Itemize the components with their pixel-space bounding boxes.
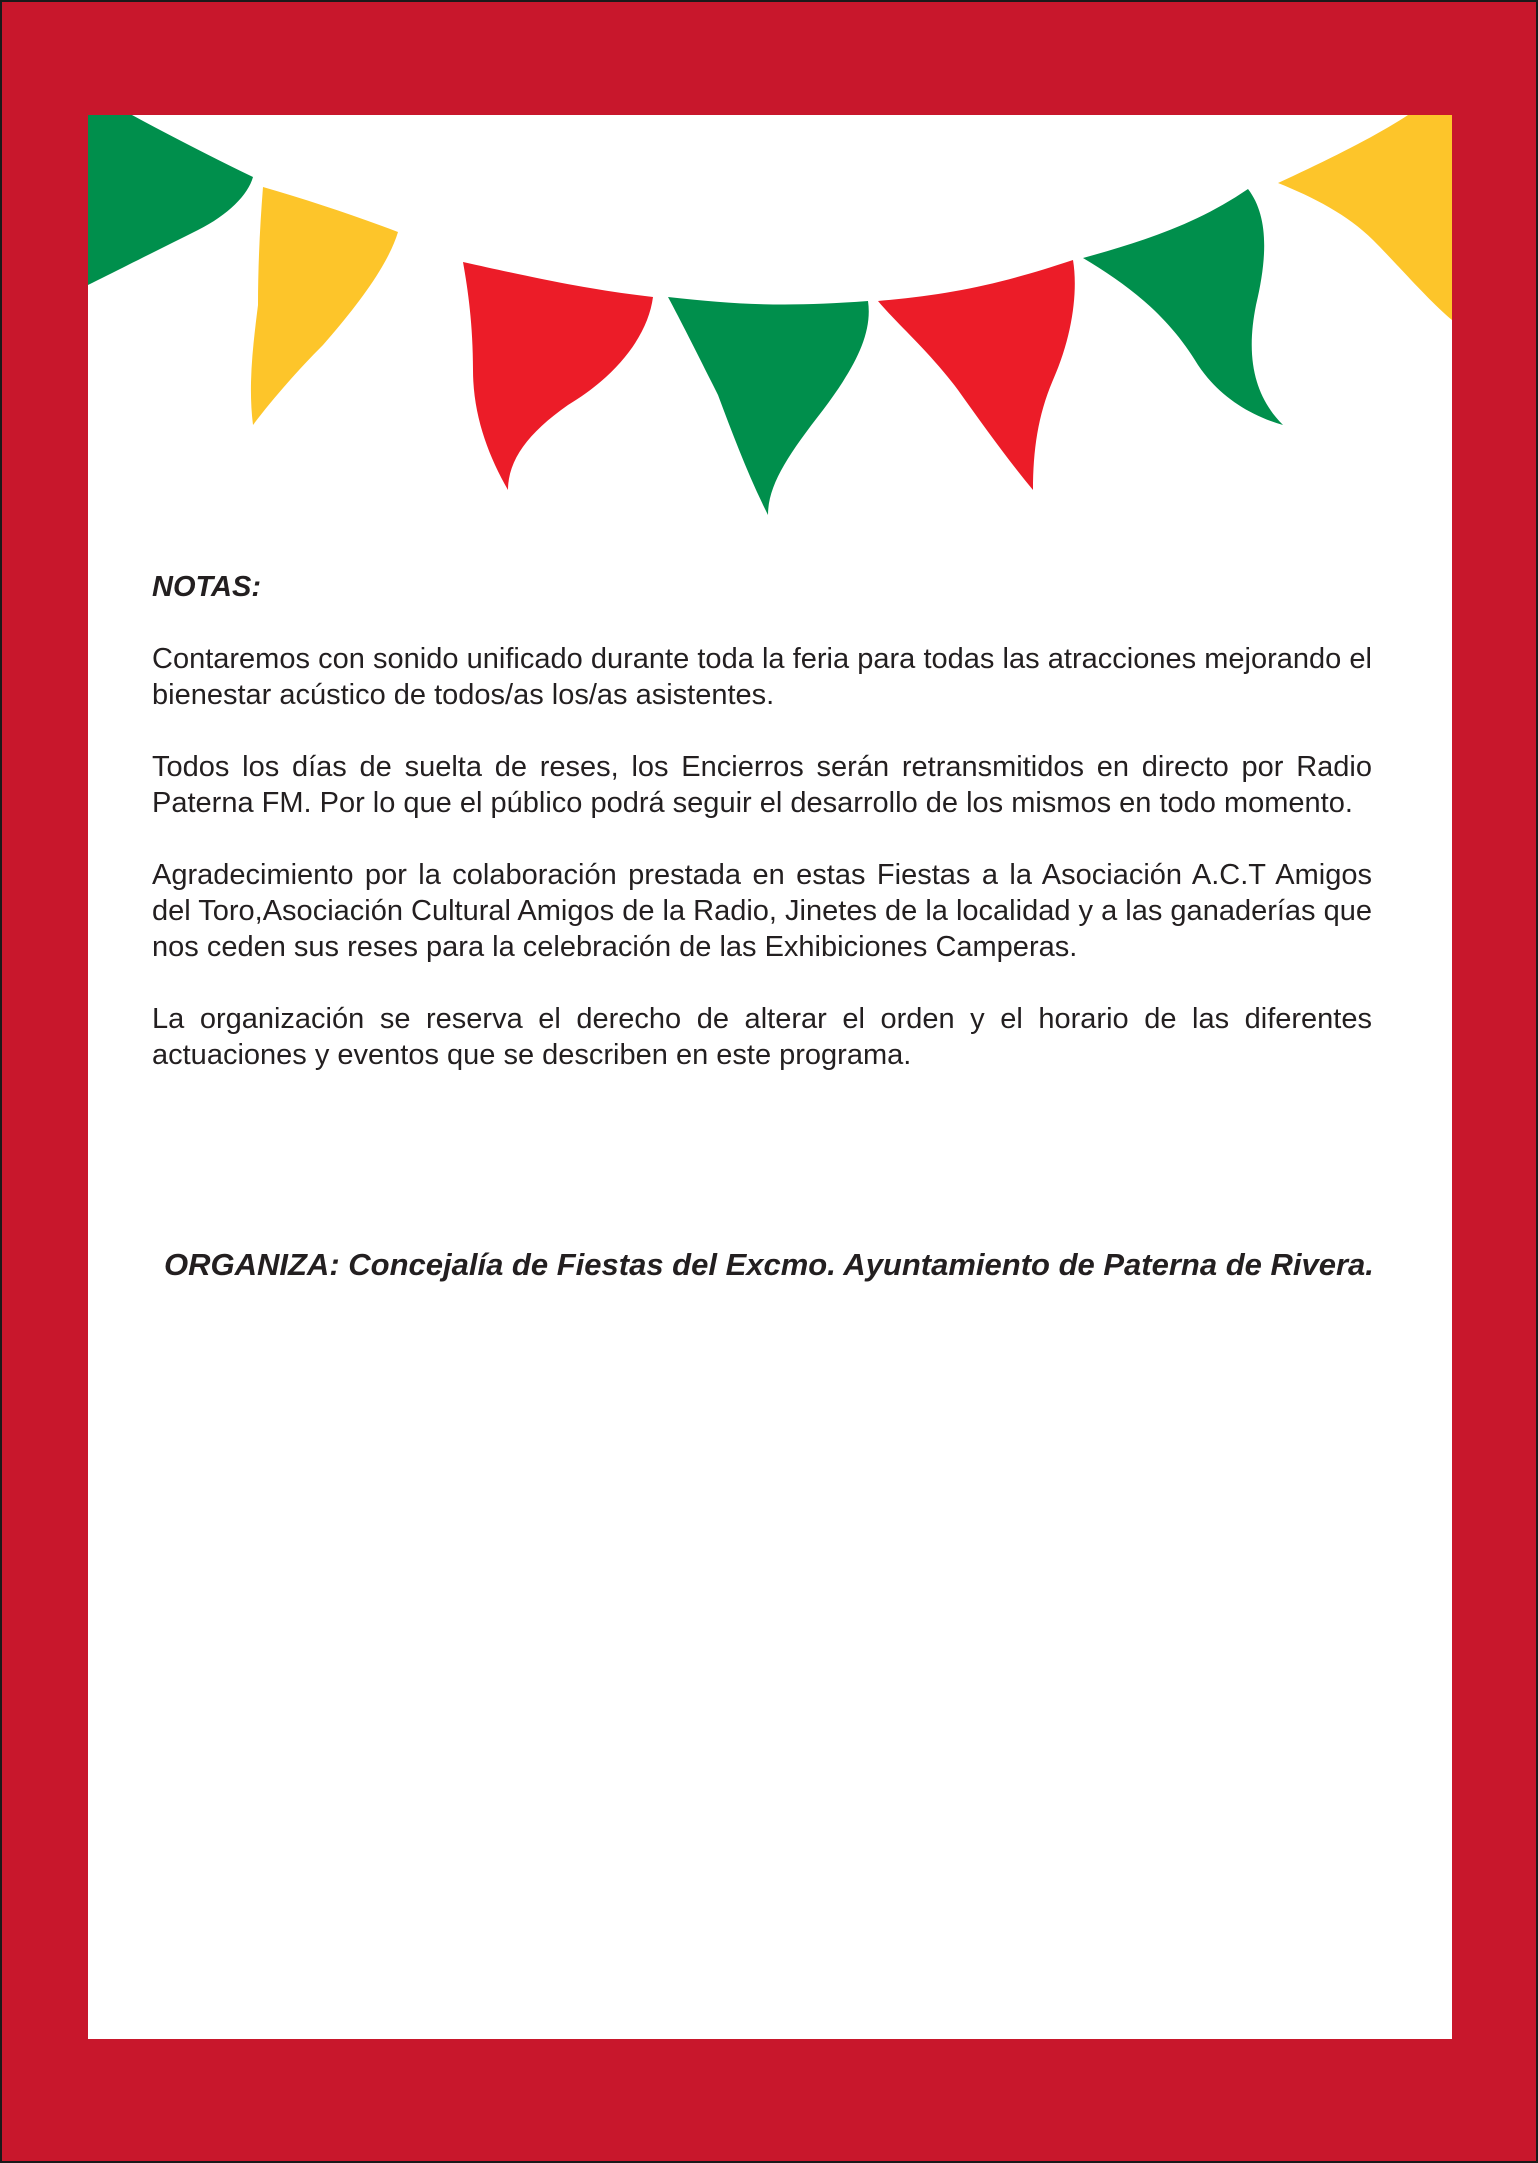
notes-heading: NOTAS: bbox=[152, 571, 262, 603]
note-sound: Contaremos con sonido unificado durante toda la feria para todas las atracciones mejorando el bienestar acústico de todos/as los/as asistentes. bbox=[152, 642, 1372, 711]
bunting-flag-green-left bbox=[88, 115, 253, 285]
note-schedule-disclaimer: La organización se reserva el derecho de alterar el orden y el horario de las diferentes actuaciones y eventos que se describen en este programa. bbox=[152, 1002, 1372, 1071]
note-radio-broadcast: Todos los días de suelta de reses, los Encierros serán retransmitidos en directo por Radio Paterna FM. Por lo que el público podrá seguir el desarrollo de los mismos en todo momento. bbox=[152, 750, 1372, 819]
organizer-credit: ORGANIZA: Concejalía de Fiestas del Excmo. Ayuntamiento de Paterna de Rivera. bbox=[164, 1247, 1374, 1282]
notes-section bbox=[152, 570, 1372, 1109]
content-sheet bbox=[88, 115, 1452, 2039]
bunting-flag-red-1 bbox=[463, 262, 653, 490]
bunting-flag-yellow-right bbox=[1278, 115, 1452, 320]
note-acknowledgements: Agradecimiento por la colaboración prestada en estas Fiestas a la Asociación A.C.T Amigos del Toro,Asociación Cultural Amigos de la Radio, Jinetes de la localidad y a las ganaderías que nos ceden sus reses para la celebración de las Exhibiciones Camperas. bbox=[152, 858, 1372, 963]
bunting-decoration bbox=[88, 115, 1452, 575]
bunting-flag-red-2 bbox=[878, 260, 1075, 490]
bunting-flag-green-center bbox=[668, 297, 869, 515]
bunting-flag-yellow-left bbox=[251, 187, 398, 425]
bunting-flag-green-right bbox=[1083, 189, 1283, 425]
